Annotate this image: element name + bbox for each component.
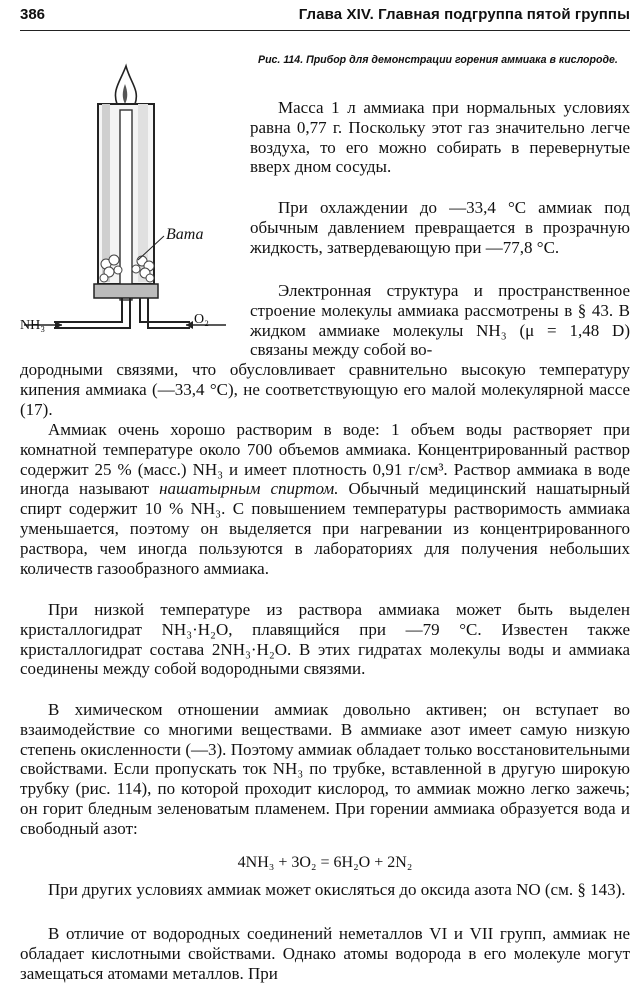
paragraph-mass: Масса 1 л аммиака при нормальных условиях равна 0,77 г. Поскольку этот газ значительно легче воздуха, то его можно собирать в перевернутые вверх дном сосуды.: [250, 98, 630, 177]
stopper: [94, 284, 158, 298]
paragraph-oxidation: При других условиях аммиак может окисляться до оксида азота NO (см. § 143).: [48, 880, 626, 899]
label-nh3: NH₃: [20, 318, 46, 333]
figure-caption: Рис. 114. Прибор для демонстрации горения аммиака в кислороде.: [258, 54, 618, 66]
chapter-title: Глава XIV. Главная подгруппа пятой группы: [298, 6, 630, 23]
paragraph-structure-part2: дородными связями, что обусловливает сравнительно высокую температуру кипения аммиака (—33,4 °C), не соответствующую его малой молекулярной массе (17).: [20, 360, 630, 419]
paragraph-cooling: При охлаждении до —33,4 °C аммиак под обычным давлением превращается в прозрачную жидкость, затвердевающую при —77,8 °C.: [250, 198, 630, 257]
nh3-inlet: [54, 298, 122, 322]
solubility-text-b: Обычный медицинский нашатырный спирт содержит 10 % NH₃. С повышением температуры растворимость аммиака уменьшается, поэтому он выделяется при нагревании из концентрированного раствора, чем иногда пользуются в лабораториях для получения небольших количеств газообразного аммиака.: [20, 479, 630, 578]
paragraph-acidity: В отличие от водородных соединений неметаллов VI и VII групп, аммиак не обладает кислотными свойствами. Однако атомы водорода в его молекуле могут замещаться атомами металлов. При: [20, 924, 630, 983]
figure-114: [14, 60, 234, 360]
tube-shading: [102, 104, 110, 282]
paragraph-hydrates: При низкой температуре из раствора аммиака может быть выделен кристаллогидрат NH₃·H₂O, плавящийся при —79 °C. Известен также кристаллогидрат состава 2NH₃·H₂O. В этих гидратах молекулы воды и аммиака соединены между собой водородными связями.: [20, 600, 630, 679]
label-o2: O₂: [194, 312, 209, 327]
page-number: 386: [20, 6, 46, 23]
paragraph-chemistry: В химическом отношении аммиак довольно активен; он вступает во взаимодействие со многими веществами. В аммиаке азот имеет самую низкую степень окисленности (—3). Поэтому аммиак обладает только восстановительными свойствами. Если пропускать ток NH₃ по трубке, вставленной в другую широкую трубку (рис. 114), по которой проходит кислород, то аммиак можно легко зажечь; он горит бледным зеленоватым пламенем. При горении аммиака образуется вода и свободный азот:: [20, 700, 630, 838]
combustion-equation: 4NH₃ + 3O₂ = 6H₂O + 2N₂: [237, 854, 413, 871]
solubility-italic-term: нашатырным спиртом.: [159, 479, 339, 499]
label-vata: Вата: [166, 226, 204, 243]
solubility-text-a: Аммиак очень хорошо растворим в воде: 1 объем воды растворяет при комнатной температуре около 700 объемов аммиака. Концентрированный раствор содержит 25 % (масс.) NH₃ и имеет плотность 0,91 г/см³. Раствор аммиака в воде иногда называют: [20, 420, 630, 499]
page-header: [20, 4, 630, 31]
paragraph-solubility: [20, 420, 630, 578]
paragraph-structure-part1: Электронная структура и пространственное строение молекулы аммиака рассмотрены в § 43. В жидком аммиаке молекулы NH₃ (μ = 1,48 D) связаны между собой во-: [250, 281, 630, 360]
